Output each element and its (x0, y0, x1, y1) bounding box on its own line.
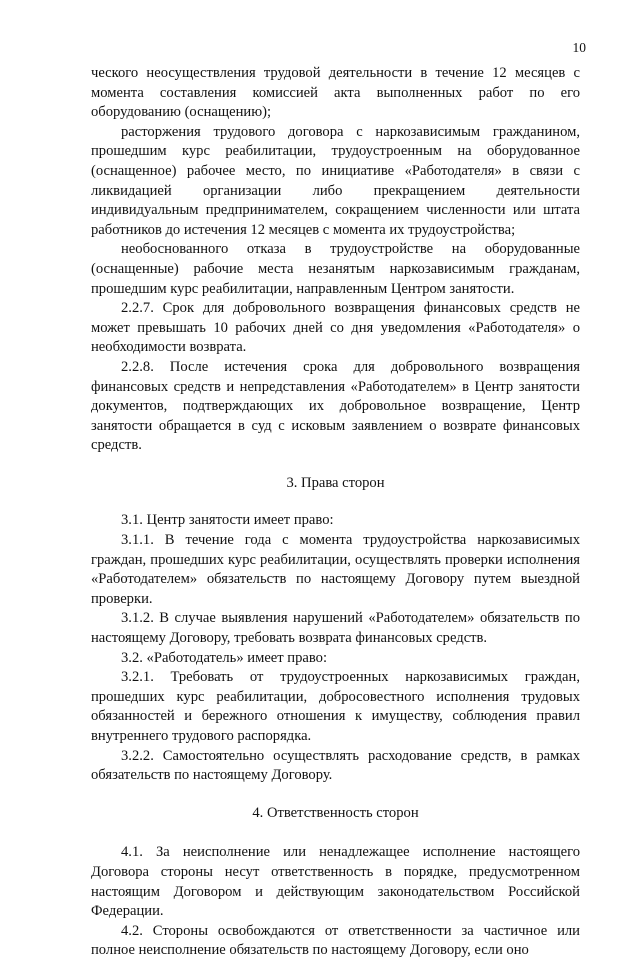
paragraph: 4.1. За неисполнение или ненадлежащее исполнение настоящего Договора стороны несут ответственность в порядке, предусмотренном настоящим Договором и действующим законодательством Российской Федерации. (91, 844, 580, 920)
spacer (91, 786, 580, 804)
spacer (91, 456, 580, 474)
paragraph: ческого неосуществления трудовой деятельности в течение 12 месяцев с момента составления комиссией акта выполненных работ по его оборудованию (оснащению); (91, 65, 580, 121)
document-body (91, 64, 580, 961)
section-heading: 4. Ответственность сторон (252, 804, 419, 821)
paragraph: 3.1. Центр занятости имеет право: (121, 512, 334, 529)
paragraph: 2.2.8. После истечения срока для добровольного возвращения финансовых средств и непредставления «Работодателем» в Центр занятости документов, подтверждающих их добровольное возвращение, Центр занятости обращается в суд с исковым заявлением о возврате финансовых средств. (91, 358, 580, 454)
paragraph: необоснованного отказа в трудоустройстве на оборудованные (оснащенные) рабочие места незанятым наркозависимым гражданам, прошедшим курс реабилитации, направленным Центром занятости. (91, 241, 580, 297)
paragraph: 3.2.1. Требовать от трудоустроенных наркозависимых граждан, прошедших курс реабилитации, добросовестного исполнения трудовых обязанностей и бережного отношения к имуществу, соблюдения правил внутреннего трудового распорядка. (91, 669, 580, 744)
paragraph: расторжения трудового договора с наркозависимым гражданином, прошедшим курс реабилитации, трудоустроенным на оборудованное (оснащенное) рабочее место, по инициативе «Работодателя» в связи с ликвидацией организации либо прекращением деятельности индивидуальным предпринимателем, сокращением численности или штата работников до истечения 12 месяцев с момента их трудоустройства; (91, 123, 580, 238)
paragraph: 3.1.1. В течение года с момента трудоустройства наркозависимых граждан, прошедших курс реабилитации, осуществлять проверки исполнения «Работодателем» обязательств по настоящему Договору путем выездной проверки. (91, 532, 580, 607)
spacer (91, 493, 580, 511)
paragraph: 3.1.2. В случае выявления нарушений «Работодателем» обязательств по настоящему Договору, требовать возврата финансовых средств. (91, 610, 580, 647)
spacer (91, 823, 580, 843)
paragraph: 3.2. «Работодатель» имеет право: (121, 649, 328, 666)
section-heading: 3. Права сторон (286, 474, 385, 491)
page-number: 10 (572, 40, 586, 55)
paragraph: 2.2.7. Срок для добровольного возвращения финансовых средств не может превышать 10 рабочих дней со дня уведомления «Работодателя» о необходимости возврата. (91, 300, 580, 356)
paragraph: 4.2. Стороны освобождаются от ответственности за частичное или полное неисполнение обязательств по настоящему Договору, если оно (91, 922, 580, 959)
paragraph: 3.2.2. Самостоятельно осуществлять расходование средств, в рамках обязательств по настоящему Договору. (91, 747, 580, 784)
